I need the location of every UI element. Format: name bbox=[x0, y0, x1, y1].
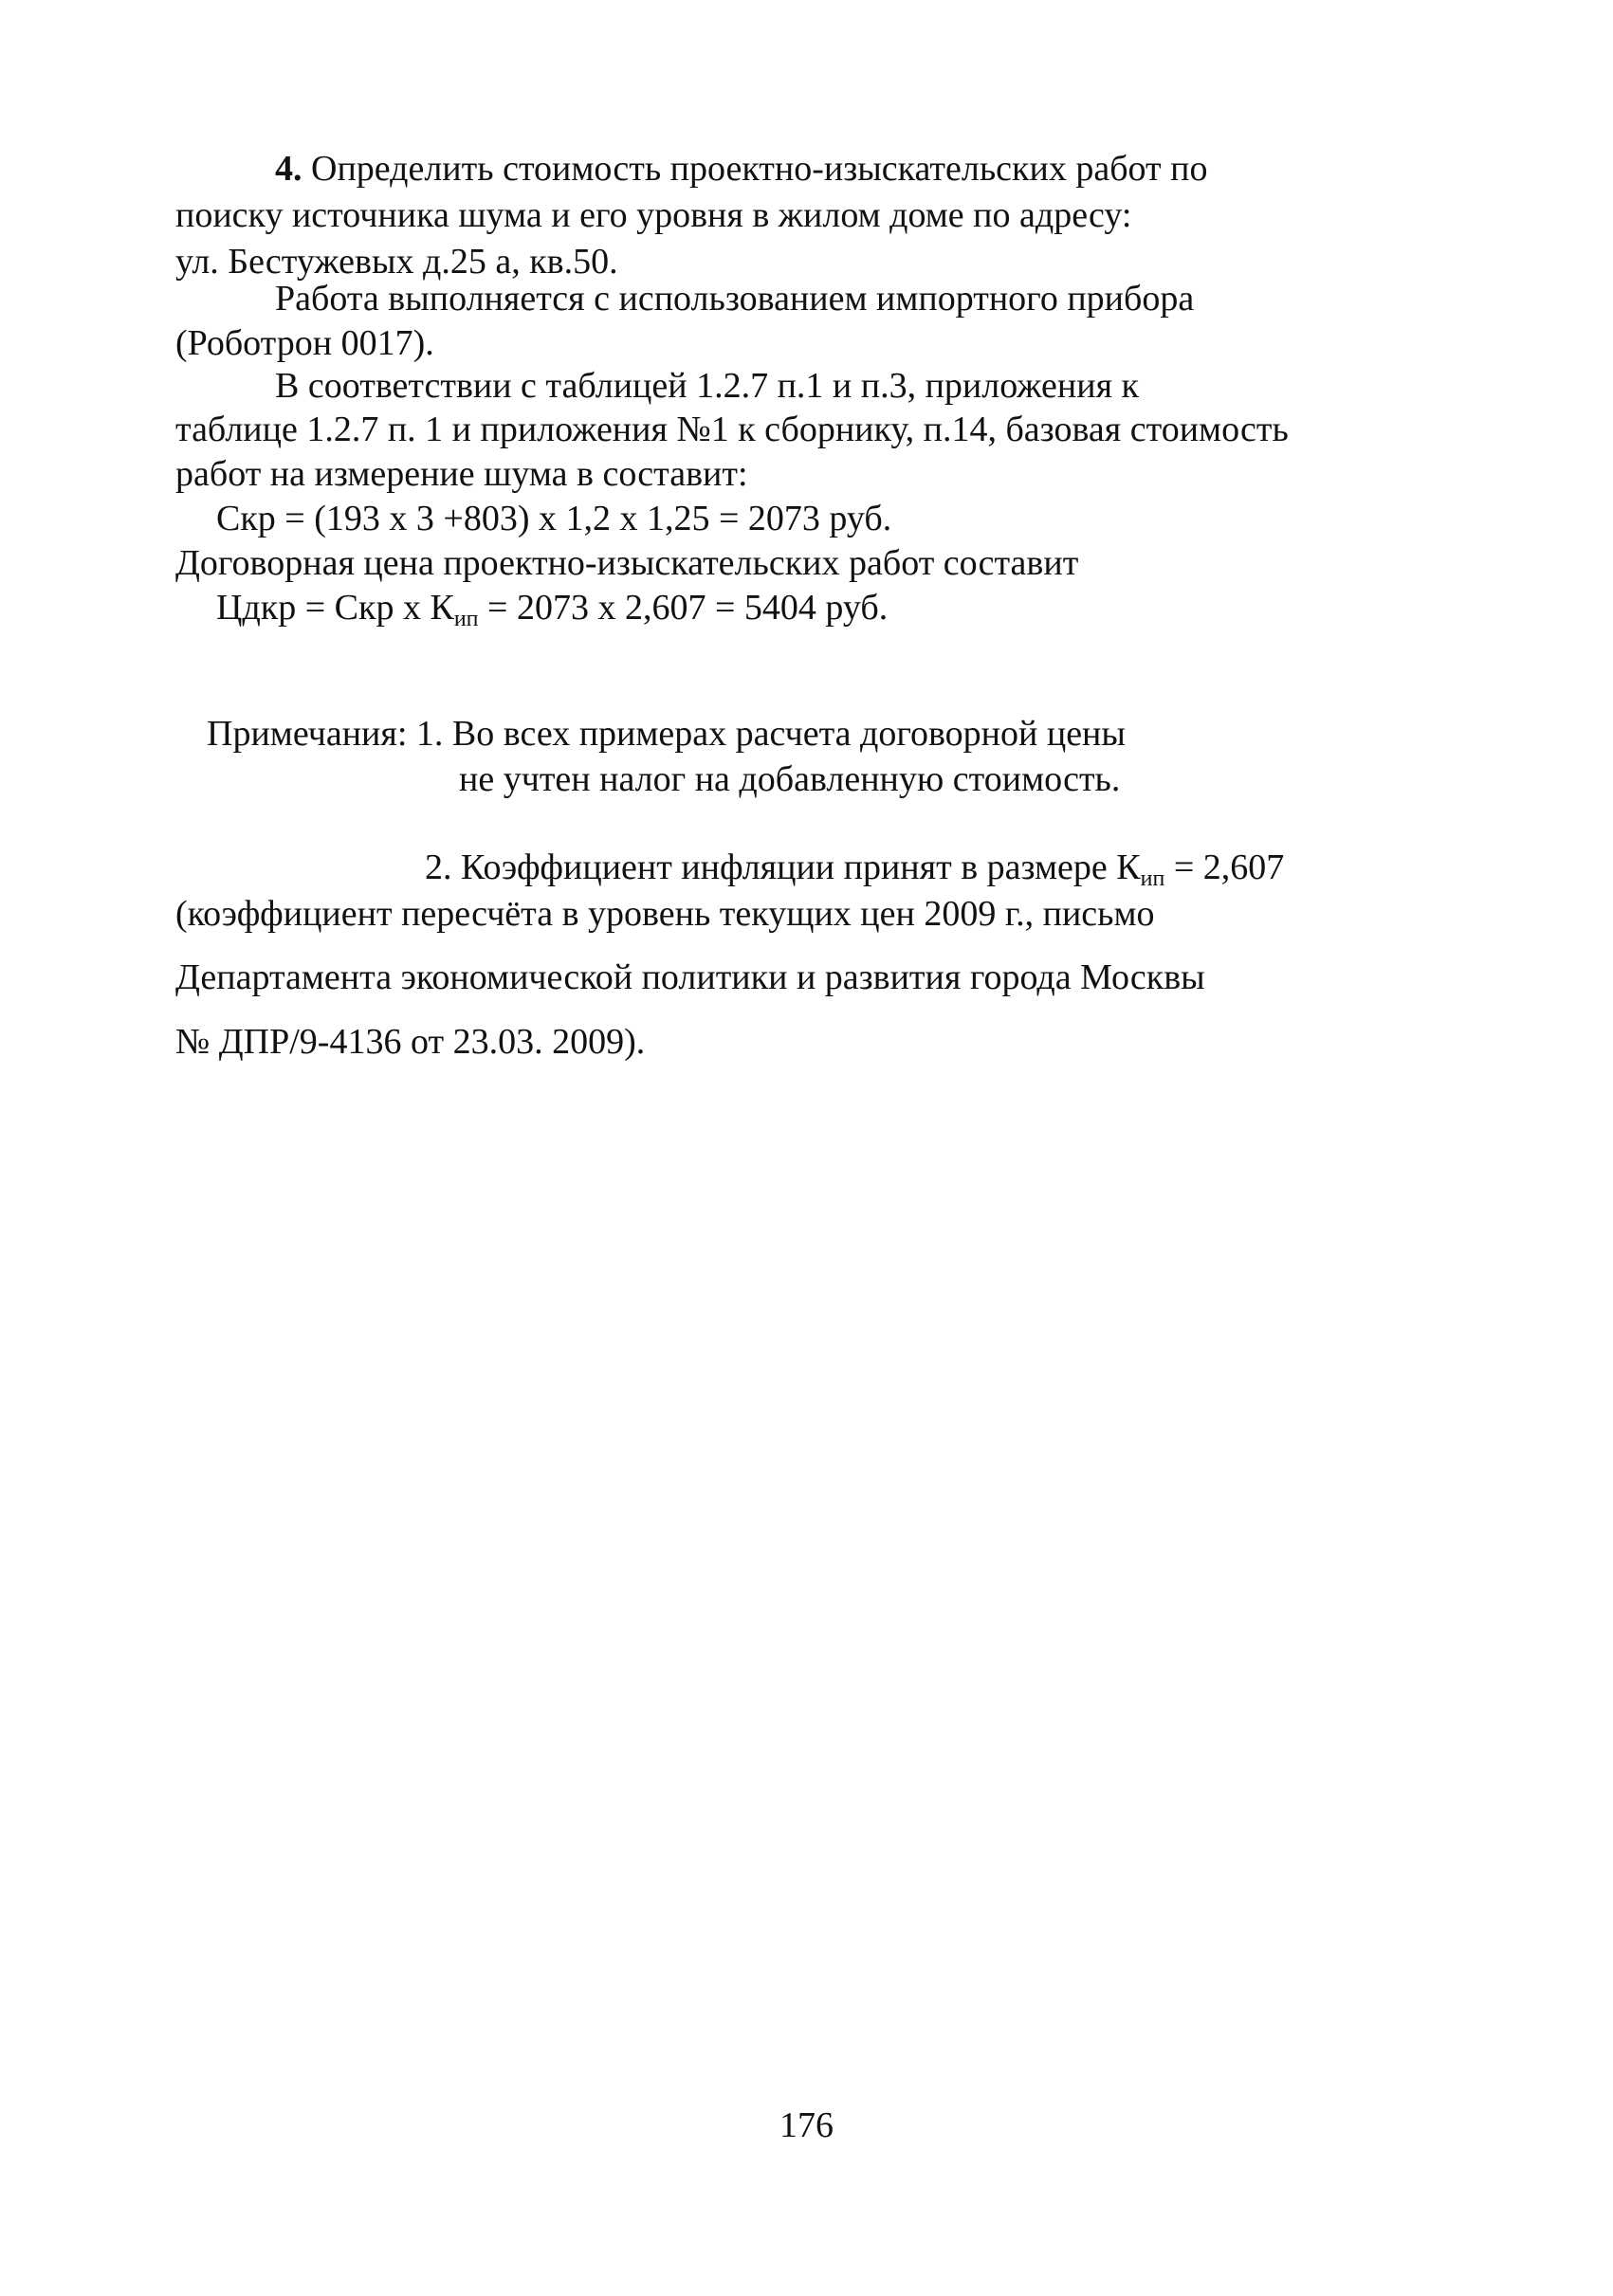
example4-line-5: (Роботрон 0017). bbox=[175, 323, 434, 363]
example4-line1-text: Определить стоимость проектно-изыскательских работ по bbox=[311, 149, 1208, 189]
example4-number: 4. bbox=[275, 149, 302, 189]
note2-end: = 2,607 bbox=[1164, 847, 1285, 887]
formula-contract-price bbox=[216, 587, 888, 629]
formula2-start: Цдкр = Скр х К bbox=[216, 588, 454, 628]
note1-line-2: не учтен налог на добавленную стоимость. bbox=[459, 759, 1121, 799]
example4-line-4: Работа выполняется с использованием импортного прибора bbox=[275, 279, 1195, 319]
example4-line-9: Договорная цена проектно-изыскательских работ составит bbox=[175, 543, 1079, 583]
formula-base-cost: Скр = (193 х 3 +803) х 1,2 х 1,25 = 2073 руб. bbox=[216, 499, 892, 538]
note2-line-3: Департамента экономической политики и развития города Москвы bbox=[175, 957, 1205, 997]
page-number: 176 bbox=[779, 2105, 834, 2145]
note1-line-1: Примечания: 1. Во всех примерах расчета договорной цены bbox=[207, 714, 1126, 754]
note2-line-4: № ДПР/9-4136 от 23.03. 2009). bbox=[175, 1022, 646, 1062]
example4-line-6: В соответствии с таблицей 1.2.7 п.1 и п.3, приложения к bbox=[275, 366, 1140, 406]
example4-line-8: работ на измерение шума в составит: bbox=[175, 454, 748, 494]
example4-line-1 bbox=[275, 148, 1208, 190]
note2-start: 2. Коэффициент инфляции принят в размере К bbox=[425, 847, 1141, 887]
formula2-subscript: ип bbox=[453, 607, 479, 631]
example4-line-7: таблице 1.2.7 п. 1 и приложения №1 к сборнику, п.14, базовая стоимость bbox=[175, 410, 1289, 449]
note2-subscript: ип bbox=[1140, 866, 1165, 891]
example4-line-2: поиску источника шума и его уровня в жилом доме по адресу: bbox=[175, 195, 1132, 235]
formula2-end: = 2073 х 2,607 = 5404 руб. bbox=[478, 588, 889, 628]
example4-line-3: ул. Бестужевых д.25 а, кв.50. bbox=[175, 242, 618, 282]
note2-line-2: (коэффициент пересчёта в уровень текущих цен 2009 г., письмо bbox=[175, 894, 1155, 934]
note2-line-1 bbox=[425, 847, 1285, 891]
